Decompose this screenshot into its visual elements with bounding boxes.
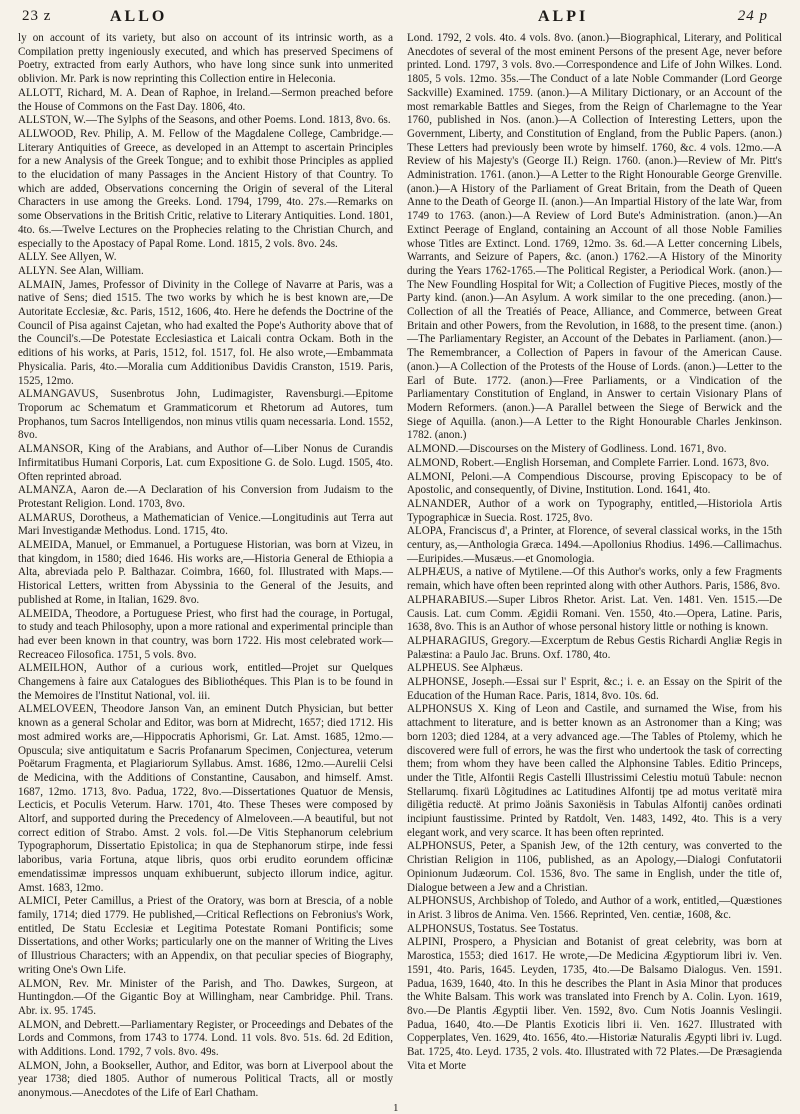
entry: ALMON, and Debrett.—Parliamentary Register, or Proceedings and Debates of the Lords and Commons, from 1743 to 1774. Lond. 11 vols. 8vo. 51s. 6d. 2d Edition, with Additions. Lond. 1792, 7 vols. 8vo. 49s. — [18, 1018, 393, 1059]
entry: ALMON, Rev. Mr. Minister of the Parish, and Tho. Dawkes, Surgeon, at Huntingdon.—Of the Gigantic Boy at Willingham, near Cambridge. Phil. Trans. Abr. ix. 95. 1745. — [18, 977, 393, 1017]
right-column — [407, 32, 782, 1101]
entry: ALMARUS, Dorotheus, a Mathematician of Venice.—Longitudinis aut Terra aut Mari Investigandæ Methodus. Lond. 1715, 4to. — [18, 511, 393, 538]
entry: ALMOND, Robert.—English Horseman, and Complete Farrier. Lond. 1673, 8vo. — [407, 456, 770, 469]
right-page-number: 24 p — [737, 8, 768, 24]
right-running-title: ALPI — [538, 8, 589, 25]
entry: ALLWOOD, Rev. Philip, A. M. Fellow of the Magdalene College, Cambridge.—Literary Antiquities of Greece, as developed in an Attempt to ascertain Principles for a new Analysis of the Greek Tongue; and to exhibit those Principles as applied to the elucidation of many Passages in the Ancient History of that Country. To which are added, Observations concerning the Origin of several of the Literal Characters in use among the Greeks. Lond. 1794, 1799, 4to. 27s.—Remarks on some Observations in the British Critic, relative to Literary Antiquities. Lond. 1801, 4to. 6s.—Twelve Lectures on the Prophecies relating to the Christian Church, and especially to the Apostacy of Papal Rome. Lond. 1815, 2 vols. 8vo. 24s. — [18, 127, 393, 250]
entry: ly on account of its variety, but also on account of its intrinsic worth, as a Compilation pretty ingeniously executed, and which has preserved Specimens of Poetry, extracted from early Authors, who have long since sunk into unmerited oblivion. Mr. Park is now reprinting this Collection entire in Heleconia. — [18, 32, 393, 86]
entry: ALMANSOR, King of the Arabians, and Author of—Liber Nonus de Curandis Infirmitatibus Humani Corporis, Lat. cum Expositione G. de Solo. Lugd. 1505, 4to. Often reprinted abroad. — [18, 443, 393, 483]
entry: ALLY. See Allyen, W. — [18, 251, 117, 264]
entry: ALMON, John, a Bookseller, Author, and Editor, was born at Liverpool about the year 1738; died 1805. Author of numerous Political Tracts, all or mostly anonymous.—Anecdotes of the Life of Earl Chatham. — [18, 1059, 393, 1100]
entry: Lond. 1792, 2 vols. 4to. 4 vols. 8vo. (anon.)—Biographical, Literary, and Political Anecdotes of several of the most eminent Persons of the present Age, never before printed. Lond. 1797, 3 vols. 8vo.—Correspondence and Life of John Wilkes. Lond. 1805, 5 vols. 12mo. 35s.—The Conduct of a late Noble Commander (Lord George Sackville) Examined. 1759. (anon.)—A Military Dictionary, or an Account of the most remarkable Battles and Sieges, from the Reign of Charlemagne to the Year 1760, published in Nos. (anon.)—A Collection of Interesting Letters, upon the Government, Liberty, and Constitution of England, from the Public Papers. (anon.) These Letters had previously been wrote by himself. 1760, &c. 4 vols. 12mo.—A Review of his Majesty's (George II.) Reign. 1760. (anon.)—Review of Mr. Pitt's Administration. 1761. (anon.)—A Letter to the Right Honourable George Grenville. (anon.)—A History of the Parliament of Great Britain, from the Death of Queen Anne to the Death of George II. (anon.)—An Impartial History of the late War, from 1749 to 1763. (anon.)—A Review of Lord Bute's Administration. (anon.)—An Extinct Peerage of England, containing an Account of all those Noble Families whose Titles are Extinct. Lond. 1769, 12mo. 3s. 6d.—A Letter concerning Libels, Warrants, and Seizure of Papers, &c. (anon.) 1762.—A History of the Minority during the Years 1762-1765.—The Political Register, a Periodical Work. (anon.)—The New Foundling Hospital for Wit; a Collection of Fugitive Pieces, mostly of the Party kind. (anon.)—An Asylum. A work similar to the one preceding. (anon.)—Collection of all the Treatiés of Peace, Alliance, and Commerce, between Great Britain and other Powers, from the Revolution, in 1688, to the present time. (anon.)—The Parliamentary Register, an Account of the Debates in Parliament. (anon.)—The Remembrancer, a Collection of Papers in favour of the American Cause. (anon.)—A Collection of the Protests of the House of Lords. (anon.)—Letter to the Earl of Bute. 1772. (anon.)—Free Parliaments, or a Vindication of the Parliamentary Constitution of England, in Answer to certain Visionary Plans of Modern Reformers. (anon.)—A Parallel between the Siege of Berwick and the Siege of Aquilla. (anon.)—A Letter to the Right Honourable Charles Jenkinson. 1782. (anon.) — [407, 32, 782, 442]
entry: ALPHEUS. See Alphæus. — [407, 662, 523, 675]
entry: ALMANZA, Aaron de.—A Declaration of his Conversion from Judaism to the Protestant Religion. Lond. 1703, 8vo. — [18, 484, 393, 510]
entry: ALLOTT, Richard, M. A. Dean of Raphoe, in Ireland.—Sermon preached before the House of Commons on the Fast Day. 1806, 4to. — [18, 86, 393, 113]
entry: ALOPA, Franciscus d', a Printer, at Florence, of several classical works, in the 15th century, as,—Anthologia Græca. 1494.—Apollonius Rhodius. 1496.—Callimachus.—Euripides.—Musæus.—et Gnomologia. — [407, 525, 782, 565]
entry: ALNANDER, Author of a work on Typography, entitled,—Historiola Artis Typographicæ in Suecia. Rost. 1725, 8vo. — [407, 497, 782, 524]
signature-mark: 1 — [393, 1101, 399, 1114]
entry: ALMEIDA, Theodore, a Portuguese Priest, who first had the courage, in Portugal, to study and teach Philosophy, upon a more rational and experimental principle than had ever been known in that country, was born 1722. His most celebrated work—Recreaceo Filosofica. 1751, 5 vols. 8vo. — [18, 607, 393, 661]
running-head — [18, 6, 782, 32]
left-column — [18, 32, 393, 1101]
entry: ALPHONSE, Joseph.—Essai sur l' Esprit, &c.; i. e. an Essay on the Spirit of the Education of the Human Race. Paris, 1814, 8vo. 10s. 6d. — [407, 676, 782, 702]
entry: ALMELOVEEN, Theodore Janson Van, an eminent Dutch Physician, but better known as a general Scholar and Editor, was born at Midrecht, 1657; died 1712. His most admired works are,—Hippocratis Aphorismi, Gr. Lat. Amst. 1685, 12mo.—Opuscula; sive antiquitatum e Sacris Profanarum Specimen, Conjecturea, veterum Poëtarum Fragmenta, et Plagiariorum Syllabus. Amst. 1686, 12mo.—Aurelii Celsi de Medicina, with the Additions of Constantine, Causabon, and himself. Amst. 1687, 12mo. 1713, 8vo. Padua, 1722, 8vo.—Dissertationes Quatuor de Mensis, Lecticis, et Poculis Veterum. Harw. 1701, 4to. These Theses were composed by Altorf, and supported during the Precedency of Almeloveen.—A beautiful, but not correct edition of Strabo. Amst. 2 vols. fol.—De Vitis Stephanorum celebrium Typographorum, Dissertatio Epistolica; in qua de Stephanorum stirpe, inde fessi laboribus, varia Fortuna, atque libris, quos orbi erudito eorundem officinæ emendatissimæ impressos unquam exhibuerunt, subjecto illorum indice, agitur. Amst. 1683, 12mo. — [18, 703, 393, 894]
left-running-title: ALLO — [110, 8, 168, 25]
entry: ALMEIDA, Manuel, or Emmanuel, a Portuguese Historian, was born at Vizeu, in that kingdom, in 1580; died 1646. His works are,—Historia General de Ethiopia a Alta, abreviada pelo P. Balthazar. Coimbra, 1660, fol. Illustrated with Maps.—Historical Letters, written from Abyssinia to the General of the Jesuits, and published at Rome, in Italian, 1629. 8vo. — [18, 539, 393, 606]
entry: ALPHARABIUS.—Super Libros Rhetor. Arist. Lat. Ven. 1481. Ven. 1515.—De Causis. Lat. cum Comm. Ægidii Romani. Ven. 1550, 4to.—Opera, Latine. Paris, 1638, 8vo. This is an Author of whose personal history little or nothing is known. — [407, 593, 782, 634]
entry: ALPHARAGIUS, Gregory.—Excerptum de Rebus Gestis Richardi Angliæ Regis in Palæstina: a Paulo Jac. Bruns. Oxf. 1780, 4to. — [407, 634, 782, 661]
text-columns — [18, 32, 782, 1101]
entry: ALPHÆUS, a native of Mytilene.—Of this Author's works, only a few Fragments remain, which have often been reprinted along with other Authors. Paris, 1586, 8vo. — [407, 566, 782, 593]
entry: ALMONI, Peloni.—A Compendious Discourse, proving Episcopacy to be of Apostolic, and consequently, of Divine, Institution. Lond. 1641, 4to. — [407, 470, 782, 497]
left-page-number: 23 z — [22, 8, 52, 24]
entry: ALMOND.—Discourses on the Mistery of Godliness. Lond. 1671, 8vo. — [407, 443, 727, 456]
entry: ALLYN. See Alan, William. — [18, 264, 144, 277]
entry: ALPINI, Prospero, a Physician and Botanist of great celebrity, was born at Marostica, 1553; died 1617. He wrote,—De Medicina Ægyptiorum libri iv. Ven. 1591, 4to. Paris, 1645. Leyden, 1735, 4to.—De Balsamo Dialogus. Ven. 1591. Padua, 1639, 1640, 4to. In this he describes the Plant in Asia Minor that produces the White Balsam. This work was translated into French by A. Colin. Lyon. 1619, 8vo.—De Plantis Ægyptii liber. Ven. 1592, 8vo. Cum Notis Joannis Veslingii. Padua, 1640, 4to.—De Plantis Exoticis libri ii. Ven. 1627. Illustrated with Copperplates, Ven. 1629, 4to. 1656, 4to.—Historiæ Naturalis Ægypti libri iv. Lugd. Bat. 1725, 4to. Leyd. 1735, 2 vols. 4to. Illustrated with 72 Plates.—De Præsagienda Vita et Morte — [407, 936, 782, 1072]
entry: ALPHONSUS X. King of Leon and Castile, and surnamed the Wise, from his attachment to literature, and is better known as an Astronomer than a King; was born 1203; died 1284, at a very advanced age.—The Tables of Ptolemy, which he discovered were full of errors, he was the first who undertook the task of correcting them; from whom they have been called the Alphonsine Tables. Editio Princeps, under the Title, Alfontii Regis Castelli Illustrissimi Celestiu motuü Tabule: necnon Stellarumq. fixarü Lõgitudines ac Latitudines Alfontij tpe ad motus veritatë mira diligëtia reductë. At primo Joänis Saxoniësis in Tabulas Alfontij canões ordinati incipiunt faustissime. Printed by Ratdolt, Ven. 1483, 1492, 4to. This is a very elegant work, and very scarce. It has been often reprinted. — [407, 703, 782, 839]
entry: ALMEILHON, Author of a curious work, entitled—Projet sur Quelques Changemens à faire aux Catalogues des Bibliothéques. This Plan is to be found in the Memoires de l'Institut National, vol. iii. — [18, 662, 393, 702]
entry: ALMICI, Peter Camillus, a Priest of the Oratory, was born at Brescia, of a noble family, 1714; died 1779. He published,—Critical Reflections on Febronius's Work, entitled, De Statu Ecclesiæ et Legitima Potestate Romani Pontificis; some Dissertations, and other Works; particularly one on the manner of Writing the Lives of Illustrious Characters; with an Appendix, on that peculiar species of Biography, writing One's Own Life. — [18, 895, 393, 976]
entry: ALLSTON, W.—The Sylphs of the Seasons, and other Poems. Lond. 1813, 8vo. 6s. — [18, 114, 391, 127]
entry: ALPHONSUS, Peter, a Spanish Jew, of the 12th century, was converted to the Christian Religion in 1106, published, as an Apology,—Dialogi Confutatorii Opinionum Judæorum. Col. 1536, 8vo. The same in English, under the title of, Dialogue between a Jew and a Christian. — [407, 840, 782, 894]
entry: ALMAIN, James, Professor of Divinity in the College of Navarre at Paris, was a native of Sens; died 1515. The two works by which he is best known are,—De Autoritate Ecclesiæ, &c. Paris, 1512, 1606, 4to. Here he defends the Doctrine of the Council of Pisa against Cajetan, who had exalted the Pope's Authority above that of the Council's.—De Potestate Ecclesiastica et Laicali contra Ockam. Both in the editions of his works, at Paris, 1512, fol. 1517, fol. He also wrote,—Embammata Physicalia. Paris, 4to.—Moralia cum Additionibus Davidis Cranston, 1519. Paris, 1525, 12mo. — [18, 278, 393, 387]
entry: ALPHONSUS, Tostatus. See Tostatus. — [407, 922, 579, 935]
entry: ALMANGAVUS, Susenbrotus John, Ludimagister, Ravensburgi.—Epitome Troporum ac Schematum et Grammaticorum et Rhetorum ad Autores, tum Prophanos, tum Sacros Intelligendos, non minus vtilis quam necessaria. Lond. 1552, 8vo. — [18, 388, 393, 442]
entry: ALPHONSUS, Archbishop of Toledo, and Author of a work, entitled,—Quæstiones in Arist. 3 libros de Anima. Ven. 1566. Reprinted, Ven. centiæ, 1608, &c. — [407, 895, 782, 921]
